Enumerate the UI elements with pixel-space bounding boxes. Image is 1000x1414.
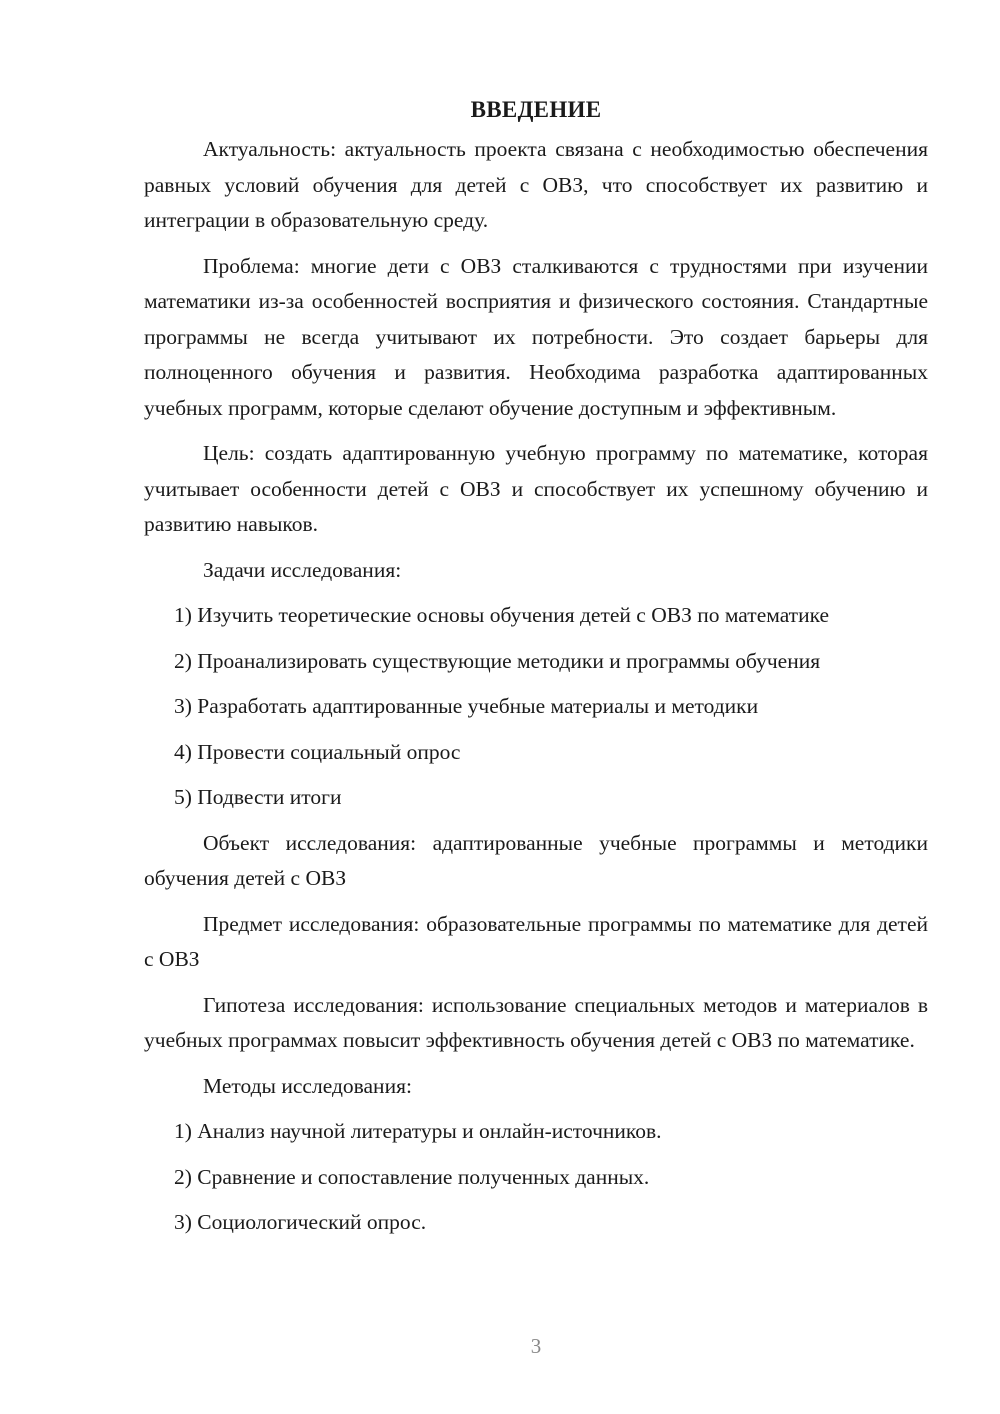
goal-paragraph: Цель: создать адаптированную учебную программу по математике, которая учитывает особенности детей с ОВЗ и способствует их успешному обучению и развитию навыков. [144, 441, 928, 536]
hypothesis-paragraph: Гипотеза исследования: использование специальных методов и материалов в учебных программах повысит эффективность обучения детей с ОВЗ по математике. [144, 992, 928, 1052]
list-item: 1) Анализ научной литературы и онлайн-источников. [174, 1119, 662, 1143]
methods-heading: Методы исследования: [203, 1073, 412, 1098]
list-item: 2) Проанализировать существующие методики и программы обучения [174, 648, 821, 673]
section-title: ВВЕДЕНИЕ [470, 97, 602, 122]
methods-list [144, 1114, 928, 1241]
list-item: 5) Подвести итоги [174, 785, 342, 809]
object-paragraph: Объект исследования: адаптированные учебные программы и методики обучения детей с ОВЗ [144, 830, 928, 890]
list-item: 4) Провести социальный опрос [174, 739, 461, 764]
list-item: 3) Разработать адаптированные учебные материалы и методики [174, 694, 759, 718]
problem-paragraph: Проблема: многие дети с ОВЗ сталкиваются с трудностями при изучении математики из-за особенностей восприятия и физического состояния. Стандартные программы не всегда учитывают их потребности. Это создает барьеры для полноценного обучения и развития. Необходима разработка адаптированных учебных программ, которые сделают обучение доступным и эффективным. [144, 253, 928, 420]
subject-paragraph: Предмет исследования: образовательные программы по математике для детей с ОВЗ [144, 911, 928, 971]
list-item: 2) Сравнение и сопоставление полученных данных. [174, 1164, 650, 1189]
document-page [144, 92, 928, 1251]
relevance-paragraph: Актуальность: актуальность проекта связана с необходимостью обеспечения равных условий обучения для детей с ОВЗ, что способствует их развитию и интеграции в образовательную среду. [144, 137, 928, 232]
page-number: 3 [530, 1334, 542, 1358]
tasks-heading: Задачи исследования: [203, 557, 402, 582]
list-item: 1) Изучить теоретические основы обучения детей с ОВЗ по математике [174, 603, 830, 627]
tasks-list [144, 598, 928, 816]
list-item: 3) Социологический опрос. [174, 1210, 427, 1234]
